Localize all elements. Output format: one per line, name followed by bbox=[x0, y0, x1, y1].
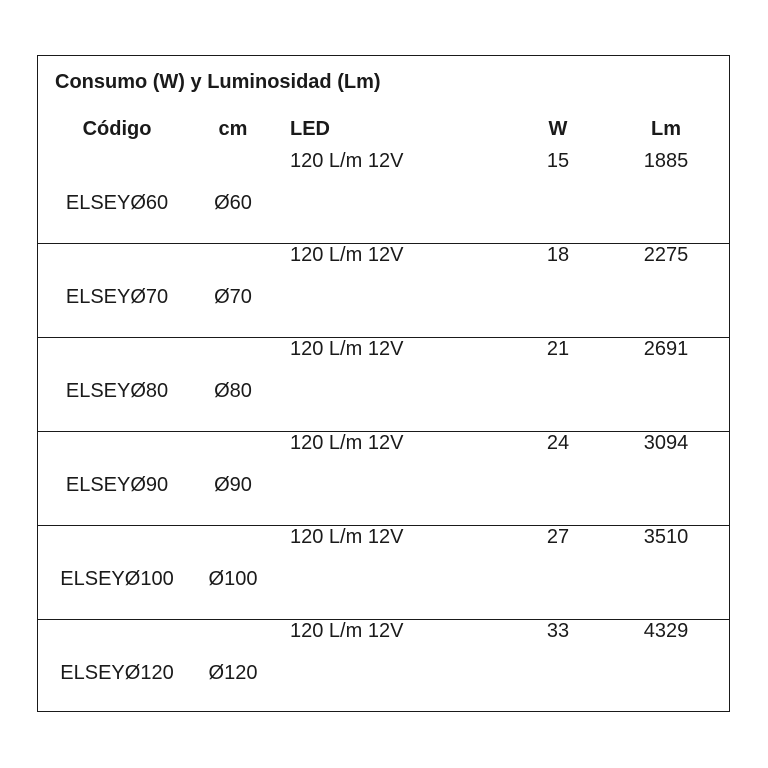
header-cm: cm bbox=[218, 118, 248, 140]
cell-lm: 4329 bbox=[643, 620, 689, 642]
table-row bbox=[38, 244, 729, 338]
header-lm: Lm bbox=[651, 118, 681, 140]
table-body bbox=[38, 56, 729, 711]
cell-cm: Ø120 bbox=[208, 662, 258, 684]
cell-codigo: ELSEYØ100 bbox=[60, 568, 174, 590]
cell-lm: 2691 bbox=[643, 338, 689, 360]
table-row bbox=[38, 150, 729, 244]
cell-codigo: ELSEYØ60 bbox=[65, 192, 169, 214]
cell-w: 15 bbox=[546, 150, 570, 172]
cell-cm: Ø90 bbox=[214, 474, 252, 496]
cell-led: 120 L/m 12V bbox=[290, 150, 404, 172]
cell-codigo: ELSEYØ120 bbox=[60, 662, 174, 684]
cell-w: 33 bbox=[546, 620, 570, 642]
cell-codigo: ELSEYØ90 bbox=[65, 474, 169, 496]
cell-cm: Ø60 bbox=[214, 192, 252, 214]
cell-codigo: ELSEYØ70 bbox=[65, 286, 169, 308]
cell-led: 120 L/m 12V bbox=[290, 526, 404, 548]
cell-w: 18 bbox=[546, 244, 570, 266]
cell-led: 120 L/m 12V bbox=[290, 338, 404, 360]
table-title: Consumo (W) y Luminosidad (Lm) bbox=[55, 71, 381, 93]
header-codigo: Código bbox=[82, 118, 152, 140]
cell-codigo: ELSEYØ80 bbox=[65, 380, 169, 402]
table-row bbox=[38, 526, 729, 620]
table-row bbox=[38, 338, 729, 432]
cell-cm: Ø100 bbox=[208, 568, 258, 590]
cell-lm: 3510 bbox=[643, 526, 689, 548]
cell-w: 21 bbox=[546, 338, 570, 360]
cell-cm: Ø80 bbox=[214, 380, 252, 402]
cell-w: 24 bbox=[546, 432, 570, 454]
cell-led: 120 L/m 12V bbox=[290, 432, 404, 454]
table-row bbox=[38, 620, 729, 714]
cell-lm: 3094 bbox=[643, 432, 689, 454]
table-row bbox=[38, 432, 729, 526]
cell-led: 120 L/m 12V bbox=[290, 244, 404, 266]
spec-table bbox=[37, 55, 730, 712]
cell-lm: 1885 bbox=[643, 150, 689, 172]
header-led: LED bbox=[290, 118, 330, 140]
header-w: W bbox=[548, 118, 568, 140]
cell-cm: Ø70 bbox=[214, 286, 252, 308]
cell-lm: 2275 bbox=[643, 244, 689, 266]
cell-led: 120 L/m 12V bbox=[290, 620, 404, 642]
cell-w: 27 bbox=[546, 526, 570, 548]
